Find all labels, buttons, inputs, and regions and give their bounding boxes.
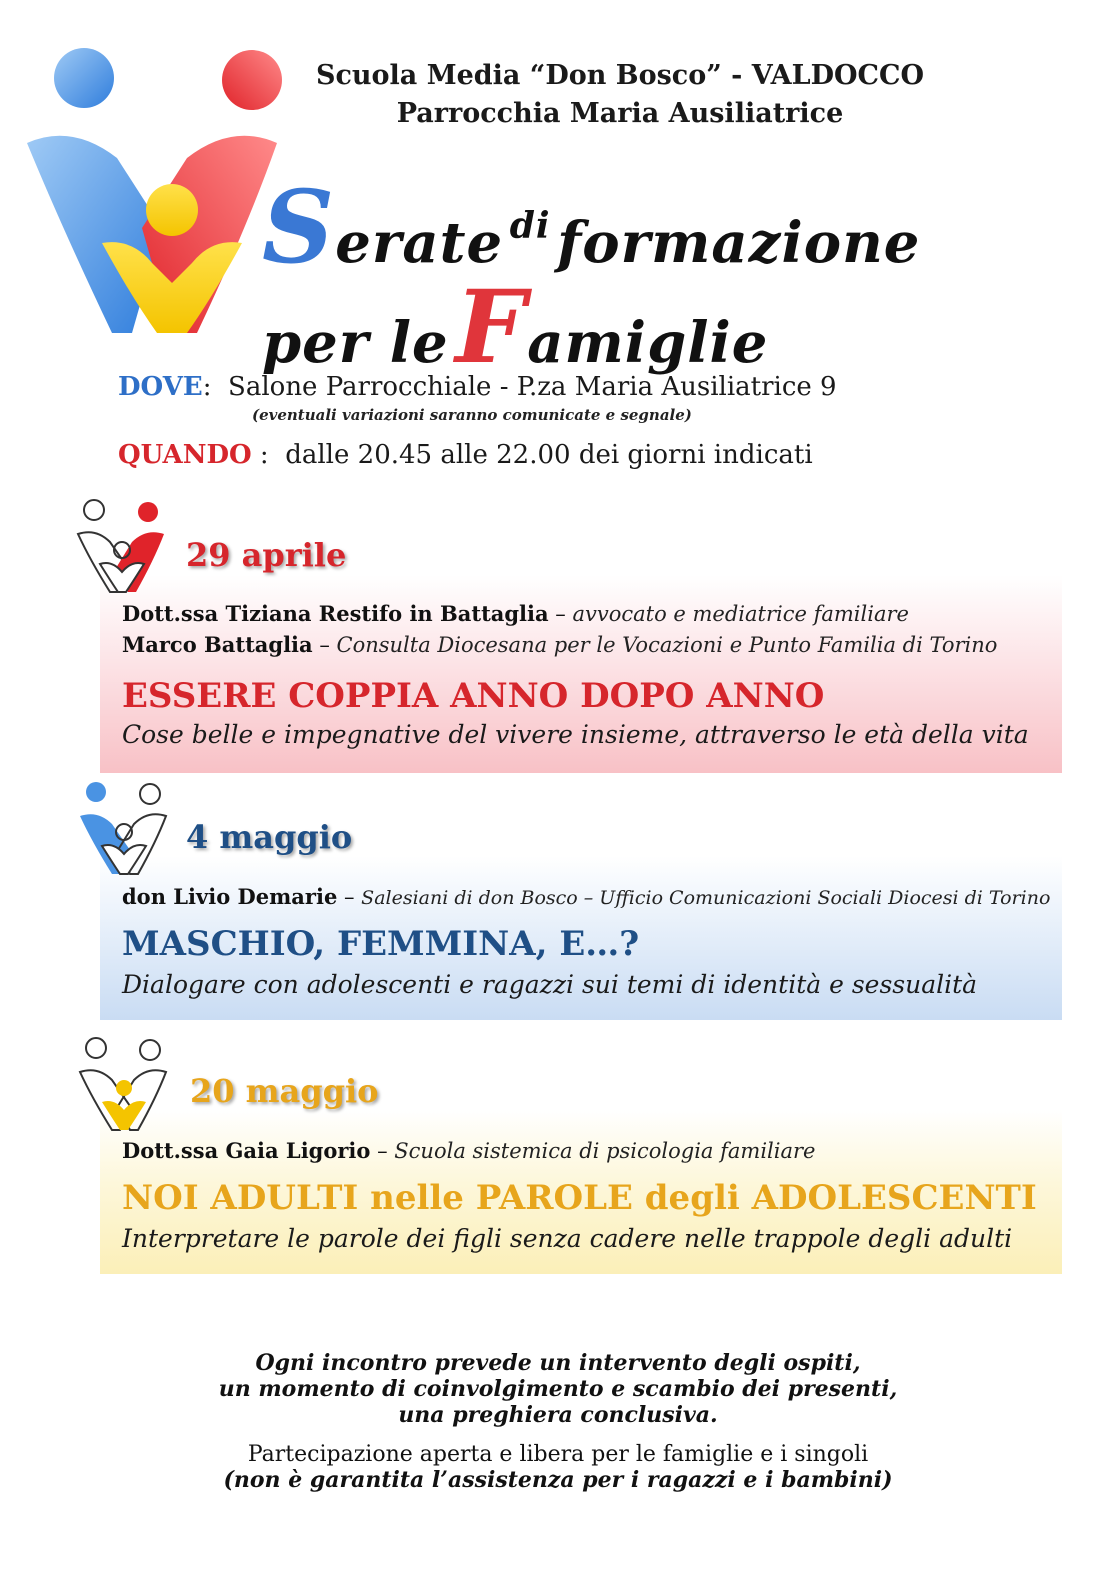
speaker-name: Marco Battaglia: [122, 632, 313, 657]
title-initial-f: F: [455, 268, 528, 386]
speaker-role: Consulta Diocesana per le Vocazioni e Punto Familia di Torino: [336, 633, 998, 657]
speaker-role: avvocato e mediatrice familiare: [572, 602, 909, 626]
speaker-name: don Livio Demarie: [122, 884, 338, 909]
footer-line-5: (non è garantita l’assistenza per i ragazzi e i bambini): [223, 1467, 893, 1493]
where-note: (eventuali variazioni saranno comunicate e segnale): [252, 406, 692, 424]
family-icon-blue: [78, 780, 168, 876]
speaker-name: Dott.ssa Gaia Ligorio: [122, 1138, 371, 1163]
event-3-speaker-1: Dott.ssa Gaia Ligorio – Scuola sistemica di psicologia familiare: [122, 1138, 816, 1163]
footer-notes: [100, 1350, 1016, 1493]
footer-line-3: una preghiera conclusiva.: [398, 1402, 718, 1428]
speaker-role: Scuola sistemica di psicologia familiare: [394, 1139, 816, 1163]
title-word-formazione: formazione: [557, 210, 921, 276]
title-word-famiglie: amiglie: [527, 310, 769, 376]
footer-line-1: Ogni incontro prevede un intervento degli ospiti,: [255, 1350, 861, 1376]
title-line-2: [262, 268, 768, 386]
where-label: DOVE: [118, 372, 203, 402]
family-logo: [22, 48, 282, 348]
footer-line-2: un momento di coinvolgimento e scambio dei presenti,: [218, 1376, 898, 1402]
when-value: dalle 20.45 alle 22.00 dei giorni indicati: [285, 440, 813, 470]
event-3-subtitle: Interpretare le parole dei figli senza cadere nelle trappole degli adulti: [122, 1224, 1013, 1253]
where-line: DOVE: Salone Parrocchiale - P.za Maria Ausiliatrice 9: [118, 372, 837, 402]
event-1-speaker-2: Marco Battaglia – Consulta Diocesana per le Vocazioni e Punto Familia di Torino: [122, 632, 998, 657]
event-2-date: 4 maggio: [186, 818, 353, 856]
title-word-serate: erate: [335, 210, 504, 276]
parish-name: Parrocchia Maria Ausiliatrice: [396, 98, 844, 129]
when-line: QUANDO : dalle 20.45 alle 22.00 dei giorni indicati: [118, 440, 813, 470]
event-2-speaker-1: don Livio Demarie – Salesiani di don Bosco – Ufficio Comunicazioni Sociali Diocesi di Torino: [122, 884, 1051, 909]
title-initial-s: S: [262, 168, 336, 286]
event-3-date: 20 maggio: [190, 1072, 379, 1110]
event-1-date: 29 aprile: [186, 536, 347, 574]
event-1-speaker-1: Dott.ssa Tiziana Restifo in Battaglia – avvocato e mediatrice familiare: [122, 601, 909, 626]
event-1-subtitle: Cose belle e impegnative del vivere insieme, attraverso le età della vita: [122, 720, 1029, 749]
family-icon-red: [76, 498, 166, 594]
title-word-per-le: per le: [262, 310, 449, 376]
school-name: Scuola Media “Don Bosco” - VALDOCCO: [315, 60, 925, 91]
event-3-topic: NOI ADULTI nelle PAROLE degli ADOLESCENTI: [122, 1178, 1037, 1218]
speaker-role: Salesiani di don Bosco – Ufficio Comunicazioni Sociali Diocesi di Torino: [361, 887, 1051, 909]
event-1-topic: ESSERE COPPIA ANNO DOPO ANNO: [122, 676, 825, 716]
footer-line-4: Partecipazione aperta e libera per le famiglie e i singoli: [247, 1442, 869, 1467]
event-2-topic: MASCHIO, FEMMINA, E…?: [122, 924, 640, 964]
when-label: QUANDO: [118, 440, 252, 470]
where-value: Salone Parrocchiale - P.za Maria Ausiliatrice 9: [228, 372, 837, 402]
title-word-di: di: [509, 205, 551, 247]
speaker-name: Dott.ssa Tiziana Restifo in Battaglia: [122, 601, 549, 626]
event-2-subtitle: Dialogare con adolescenti e ragazzi sui temi di identità e sessualità: [122, 970, 978, 999]
family-icon-yellow: [78, 1036, 168, 1132]
